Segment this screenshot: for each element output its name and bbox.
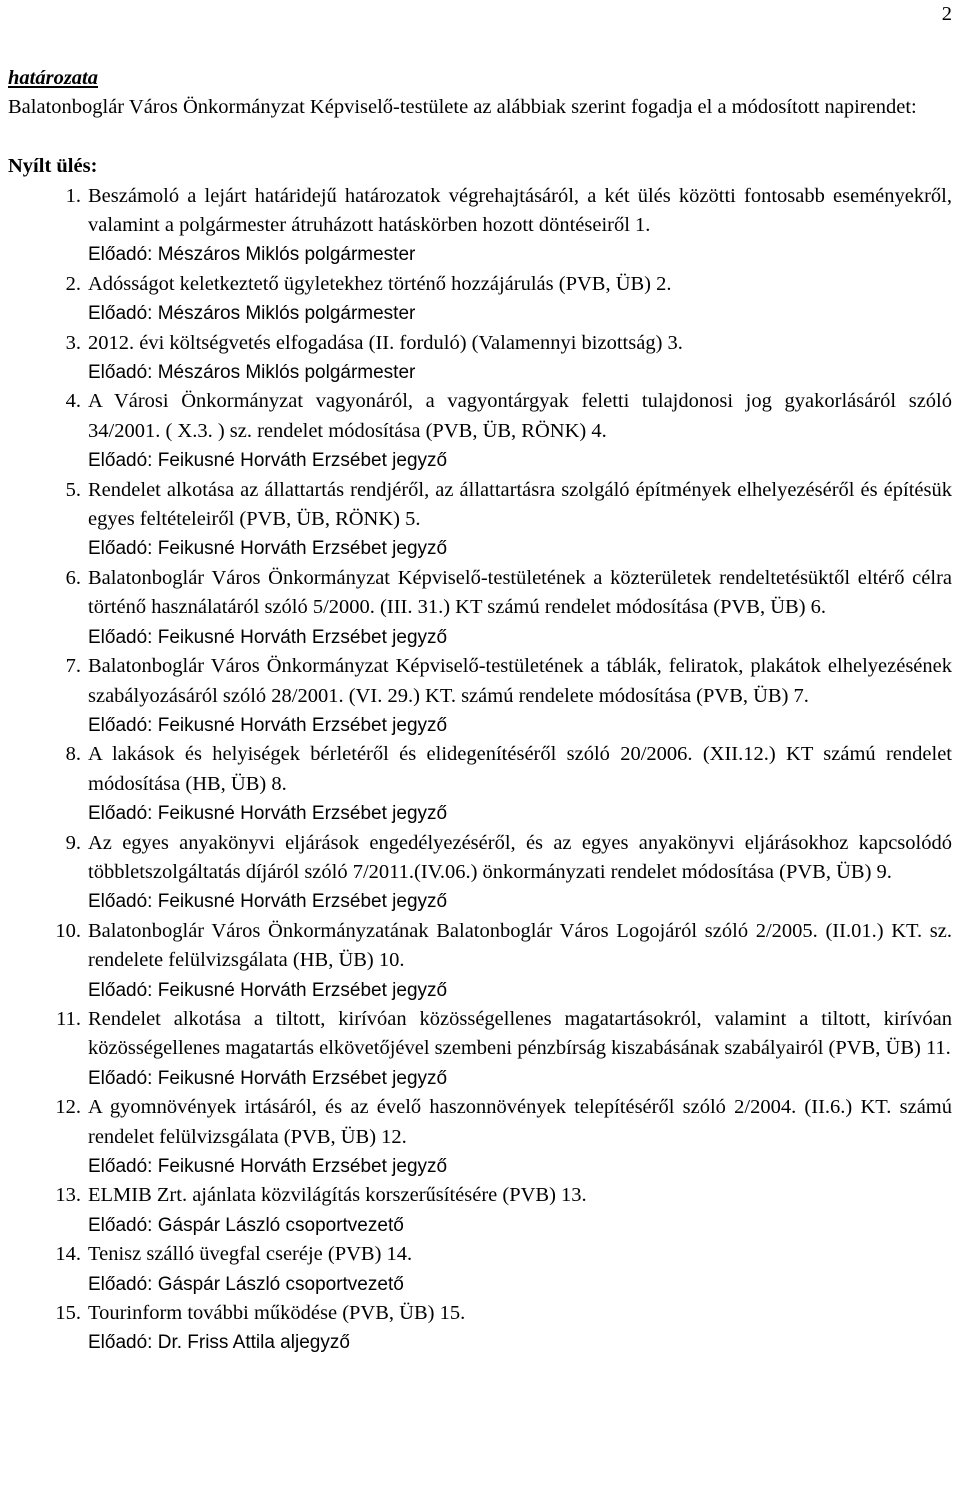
agenda-item-presenter: Előadó: Feikusné Horváth Erzsébet jegyző [88, 1156, 448, 1178]
intro-paragraph: Balatonboglár Város Önkormányzat Képviselő-testülete az alábbiak szerint fogadja el a módosított napirendet: [8, 96, 917, 119]
agenda-item-number: 13. [55, 1184, 81, 1207]
agenda-item-text: Balatonboglár Város Önkormányzat Képviselő-testületének a közterületek rendeltetésüktől eltérő célra történő használatáról szóló 5/2000. (III. 31.) KT számú rendelet módosítása (PVB, ÜB) 6. [88, 566, 952, 619]
agenda-item-presenter: Előadó: Dr. Friss Attila aljegyző [88, 1332, 350, 1354]
agenda-item-text: ELMIB Zrt. ajánlata közvilágítás korszerűsítésére (PVB) 13. [88, 1184, 587, 1207]
document-body [8, 64, 952, 1358]
agenda-item [8, 182, 952, 270]
agenda-item-presenter: Előadó: Feikusné Horváth Erzsébet jegyző [88, 538, 448, 560]
agenda-item-number: 7. [65, 655, 81, 678]
agenda-item-text: Tourinform további működése (PVB, ÜB) 15. [88, 1302, 466, 1325]
agenda-item-number: 12. [55, 1096, 81, 1119]
agenda-item-presenter: Előadó: Feikusné Horváth Erzsébet jegyző [88, 891, 448, 913]
agenda-item-presenter: Előadó: Mészáros Miklós polgármester [88, 244, 416, 266]
agenda-item [8, 270, 952, 329]
agenda-item-text: 2012. évi költségvetés elfogadása (II. forduló) (Valamennyi bizottság) 3. [88, 331, 683, 354]
agenda-item-number: 2. [65, 272, 81, 295]
agenda-item-presenter: Előadó: Feikusné Horváth Erzsébet jegyző [88, 626, 448, 648]
agenda-item-presenter: Előadó: Feikusné Horváth Erzsébet jegyző [88, 979, 448, 1001]
agenda-item-text: Az egyes anyakönyvi eljárások engedélyezéséről, és az egyes anyakönyvi eljárásokhoz kapcsolódó többletszolgáltatás díjáról szóló 7/2011.(IV.06.) önkormányzati rendelet módosítása (PVB, ÜB) 9. [88, 831, 952, 883]
agenda-item-number: 10. [55, 919, 81, 942]
agenda-item-text: Balatonboglár Város Önkormányzatának Balatonboglár Város Logojáról szóló 2/2005. (II.01.) KT. sz. rendelete felülvizsgálata (HB, ÜB) 10. [88, 919, 952, 972]
agenda-item [8, 564, 952, 652]
agenda-item-text: Tenisz szálló üvegfal cseréje (PVB) 14. [88, 1243, 413, 1266]
agenda-item [8, 1093, 952, 1181]
agenda-item-text: Balatonboglár Város Önkormányzat Képviselő-testületének a táblák, feliratok, plakátok elhelyezésének szabályozásáról szóló 28/2001. (VI. 29.) KT. számú rendelete módosítása (PVB, ÜB) 7. [88, 655, 952, 707]
agenda-item [8, 829, 952, 917]
agenda-item [8, 740, 952, 828]
agenda-item-text: Rendelet alkotása a tiltott, kirívóan közösségellenes magatartásokról, valamint a tiltott, kirívóan közösségellenes magatartás elkövetőjével szembeni pénzbírság kiszabásának szabályairól (PVB, ÜB) 11. [88, 1007, 952, 1060]
agenda-item-presenter: Előadó: Gáspár László csoportvezető [88, 1273, 404, 1295]
agenda-item-text: A Városi Önkormányzat vagyonáról, a vagyontárgyak feletti tulajdonosi jog gyakorlásáról szóló 34/2001. ( X.3. ) sz. rendelet módosítása (PVB, ÜB, RÖNK) 4. [88, 390, 952, 442]
agenda-item-number: 8. [65, 743, 81, 766]
agenda-item-text: A gyomnövények irtásáról, és az évelő haszonnövények telepítéséről szóló 2/2004. (II.6.) KT. számú rendelet felülvizsgálata (PVB, ÜB) 12. [88, 1096, 952, 1148]
agenda-item [8, 476, 952, 564]
agenda-item-presenter: Előadó: Feikusné Horváth Erzsébet jegyző [88, 714, 448, 736]
agenda-item [8, 1181, 952, 1240]
agenda-item-number: 6. [65, 566, 81, 589]
resolution-title: határozata [8, 67, 98, 89]
agenda-item-text: Beszámoló a lejárt határidejű határozatok végrehajtásáról, a két ülés közötti fontosabb eseményekről, valamint a polgármester átruházott hatáskörben hozott döntéseiről 1. [88, 184, 952, 237]
agenda-item-number: 11. [56, 1007, 81, 1030]
agenda-item-text: Adósságot keletkeztető ügyletekhez történő hozzájárulás (PVB, ÜB) 2. [88, 272, 672, 295]
open-session-label: Nyílt ülés: [8, 155, 98, 178]
agenda-item-presenter: Előadó: Feikusné Horváth Erzsébet jegyző [88, 450, 448, 472]
agenda-item [8, 917, 952, 1005]
agenda-item-presenter: Előadó: Feikusné Horváth Erzsébet jegyző [88, 803, 448, 825]
agenda-item-number: 5. [65, 478, 81, 501]
agenda-item-number: 4. [65, 390, 81, 413]
agenda-item [8, 329, 952, 388]
agenda-item-presenter: Előadó: Feikusné Horváth Erzsébet jegyző [88, 1067, 448, 1089]
agenda-item [8, 1240, 952, 1299]
agenda-item-number: 9. [65, 831, 81, 854]
agenda-item-text: Rendelet alkotása az állattartás rendjéről, az állattartásra szolgáló építmények elhelyezéséről és építésük egyes feltételeiről (PVB, ÜB, RÖNK) 5. [88, 478, 952, 531]
agenda-item-number: 1. [65, 184, 81, 207]
agenda-list [8, 182, 952, 1358]
agenda-item [8, 1299, 952, 1358]
agenda-item [8, 652, 952, 740]
agenda-item-text: A lakások és helyiségek bérletéről és elidegenítéséről szóló 20/2006. (XII.12.) KT számú rendelet módosítása (HB, ÜB) 8. [88, 743, 952, 795]
agenda-item-number: 15. [55, 1302, 81, 1325]
agenda-item [8, 1005, 952, 1093]
agenda-item-presenter: Előadó: Gáspár László csoportvezető [88, 1214, 404, 1236]
agenda-item-number: 3. [65, 331, 81, 354]
agenda-item-number: 14. [55, 1243, 81, 1266]
agenda-item-presenter: Előadó: Mészáros Miklós polgármester [88, 303, 416, 325]
agenda-item-presenter: Előadó: Mészáros Miklós polgármester [88, 362, 416, 384]
page-number: 2 [941, 3, 952, 25]
agenda-item [8, 387, 952, 475]
